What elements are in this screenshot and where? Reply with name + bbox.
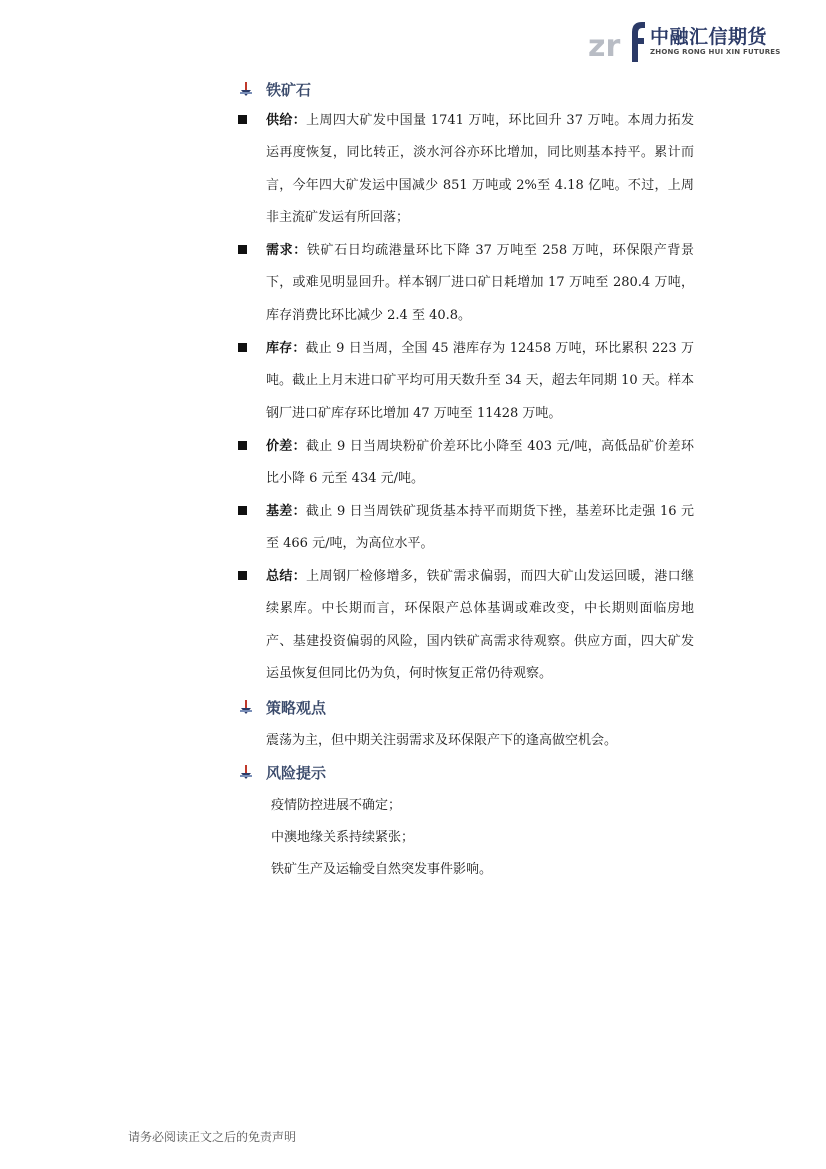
bullet-summary bbox=[238, 561, 694, 691]
section-title: 铁矿石 bbox=[266, 80, 312, 99]
bullet-spread bbox=[238, 431, 694, 496]
bullet-marker bbox=[238, 245, 247, 254]
risk-item: 中澳地缘关系持续紧张； bbox=[271, 830, 415, 845]
strategy-text: 震荡为主，但中期关注弱需求及环保限产下的逢高做空机会。 bbox=[266, 733, 618, 748]
bullet-label: 价差： bbox=[266, 439, 306, 454]
bullet-basis bbox=[238, 496, 694, 561]
arrow-marker-icon bbox=[238, 764, 254, 780]
section-title: 策略观点 bbox=[266, 698, 327, 717]
arrow-marker-icon bbox=[238, 699, 254, 715]
section-heading-strategy bbox=[238, 695, 326, 719]
bullet-text: 截止 9 日当周块粉矿价差环比小降至 403 元/吨，高低品矿价差环比小降 6 元至 434 元/吨。 bbox=[266, 439, 694, 487]
bullet-label: 总结： bbox=[266, 569, 307, 584]
bullet-marker bbox=[238, 506, 247, 515]
risk-item: 铁矿生产及运输受自然突发事件影响。 bbox=[271, 862, 493, 877]
bullet-marker bbox=[238, 115, 247, 124]
zrf-logo-mark bbox=[588, 18, 646, 64]
bullet-text: 铁矿石日均疏港量环比下降 37 万吨至 258 万吨，环保限产背景下，或难见明显回升。样本钢厂进口矿日耗增加 17 万吨至 280.4 万吨，库存消费比环比减少 2.4 至 40.8。 bbox=[266, 243, 694, 323]
bullet-text: 上周四大矿发中国量 1741 万吨，环比回升 37 万吨。本周力拓发运再度恢复，同比转正，淡水河谷亦环比增加，同比则基本持平。累计而言，今年四大矿发运中国减少 851 万吨或 2%至 4.18 亿吨。不过，上周非主流矿发运有所回落； bbox=[266, 113, 694, 226]
section-heading-risk bbox=[238, 760, 326, 784]
svg-text:zr: zr bbox=[588, 29, 621, 64]
bullet-demand bbox=[238, 235, 694, 332]
bullet-supply bbox=[238, 105, 694, 235]
bullet-text: 上周钢厂检修增多，铁矿需求偏弱，而四大矿山发运回暖，港口继续累库。中长期而言，环保限产总体基调或难改变，中长期则面临房地产、基建投资偏弱的风险，国内铁矿高需求待观察。供应方面，四大矿发运虽恢复但同比仍为负，何时恢复正常仍待观察。 bbox=[266, 569, 694, 682]
bullet-label: 需求： bbox=[266, 243, 307, 258]
disclaimer-footer: 请务必阅读正文之后的免责声明 bbox=[128, 1130, 297, 1144]
bullet-label: 库存： bbox=[266, 341, 306, 356]
bullet-marker bbox=[238, 343, 247, 352]
bullet-label: 供给： bbox=[266, 113, 307, 128]
company-logo bbox=[588, 18, 781, 64]
bullet-label: 基差： bbox=[266, 504, 306, 519]
section-heading-iron-ore bbox=[238, 77, 311, 101]
bullet-text: 截止 9 日当周，全国 45 港库存为 12458 万吨，环比累积 223 万吨。截止上月末进口矿平均可用天数升至 34 天，超去年同期 10 天。样本钢厂进口矿库存环比增加 47 万吨至 11428 万吨。 bbox=[266, 341, 694, 421]
bullet-text: 截止 9 日当周铁矿现货基本持平而期货下挫，基差环比走强 16 元至 466 元/吨，为高位水平。 bbox=[266, 504, 694, 552]
bullet-marker bbox=[238, 441, 247, 450]
risk-item: 疫情防控进展不确定； bbox=[271, 798, 402, 813]
arrow-marker-icon bbox=[238, 81, 254, 97]
section-title: 风险提示 bbox=[266, 763, 327, 782]
bullet-marker bbox=[238, 571, 247, 580]
logo-chinese-name: 中融汇信期货 bbox=[650, 26, 768, 48]
bullet-inventory bbox=[238, 333, 694, 430]
logo-english-name: ZHONG RONG HUI XIN FUTURES bbox=[650, 48, 781, 56]
